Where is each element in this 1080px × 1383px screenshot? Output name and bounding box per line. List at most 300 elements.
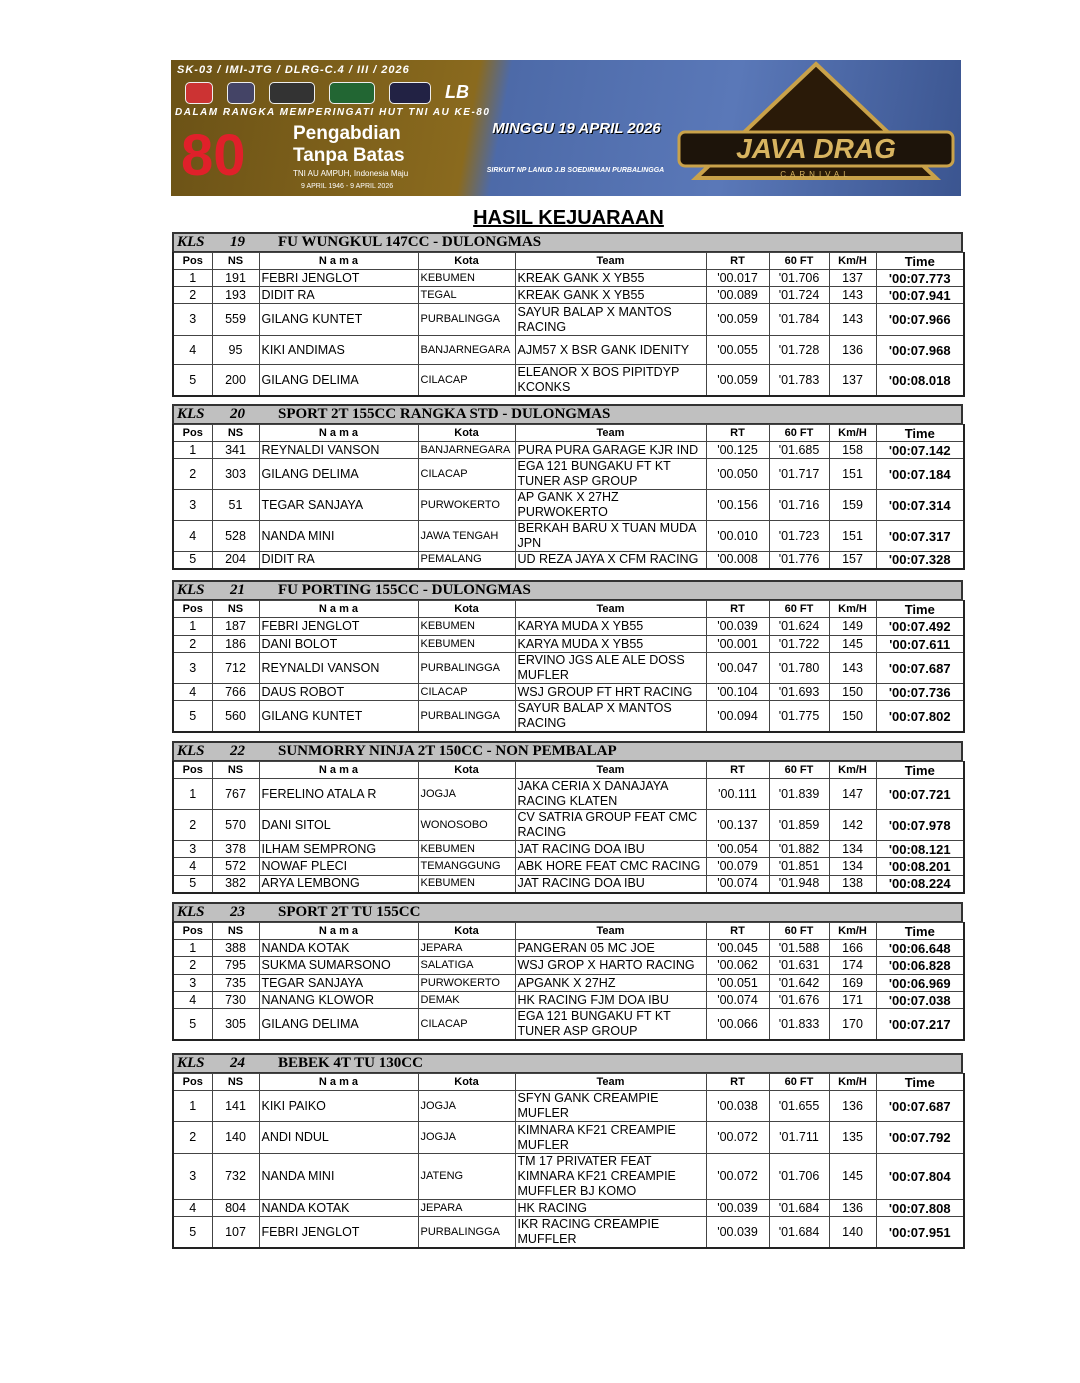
cell-60ft: '01.716 (769, 490, 829, 521)
cell-pos: 2 (173, 636, 212, 653)
cell-speed: 151 (829, 521, 876, 552)
results-table (172, 600, 965, 733)
column-header-team: Team (515, 425, 706, 442)
class-results-22 (172, 741, 963, 894)
cell-city: PURBALINGGA (418, 1217, 515, 1249)
table-row (173, 992, 964, 1009)
cell-time: '00:07.038 (876, 992, 964, 1009)
cell-time: '00:08.121 (876, 841, 964, 858)
column-header-pos: Pos (173, 1074, 212, 1091)
cell-pos: 2 (173, 459, 212, 490)
cell-rt: '00.156 (706, 490, 769, 521)
column-header-name: N a m a (259, 762, 418, 779)
class-header (172, 1053, 963, 1073)
cell-speed: 143 (829, 304, 876, 336)
cell-speed: 145 (829, 636, 876, 653)
table-row (173, 975, 964, 992)
sponsor-logo-icon: LB (445, 82, 469, 102)
cell-ns: 795 (212, 957, 259, 975)
cell-60ft: '01.706 (769, 270, 829, 287)
cell-rt: '00.072 (706, 1122, 769, 1154)
class-header (172, 404, 963, 424)
cell-rt: '00.051 (706, 975, 769, 992)
sponsor-logo-icon (389, 82, 431, 104)
cell-speed: 150 (829, 701, 876, 733)
column-header-60ft: 60 FT (769, 923, 829, 940)
cell-team: WSJ GROUP FT HRT RACING (515, 684, 706, 701)
class-number: 20 (230, 406, 245, 422)
cell-team: HK RACING (515, 1200, 706, 1217)
cell-city: JOGJA (418, 779, 515, 810)
class-header (172, 580, 963, 600)
cell-team: AP GANK X 27HZ PURWOKERTO (515, 490, 706, 521)
cell-city: PURBALINGGA (418, 653, 515, 684)
cell-speed: 136 (829, 1091, 876, 1122)
column-header-time: Time (876, 253, 964, 270)
cell-rt: '00.125 (706, 442, 769, 459)
cell-pos: 3 (173, 490, 212, 521)
table-row (173, 1154, 964, 1200)
cell-60ft: '01.655 (769, 1091, 829, 1122)
cell-60ft: '01.676 (769, 992, 829, 1009)
table-row (173, 684, 964, 701)
cell-speed: 151 (829, 459, 876, 490)
column-header-rt: RT (706, 923, 769, 940)
cell-rt: '00.038 (706, 1091, 769, 1122)
column-header-rt: RT (706, 425, 769, 442)
table-row (173, 1122, 964, 1154)
cell-city: TEGAL (418, 287, 515, 304)
table-row (173, 1217, 964, 1249)
table-row (173, 552, 964, 569)
cell-pos: 3 (173, 1154, 212, 1200)
column-header-team: Team (515, 1074, 706, 1091)
class-results-23 (172, 902, 963, 1041)
cell-team: AJM57 X BSR GANK IDENITY (515, 336, 706, 365)
cell-speed: 142 (829, 810, 876, 841)
class-label: KLS (177, 234, 205, 250)
cell-ns: 187 (212, 618, 259, 636)
cell-time: '00:07.941 (876, 287, 964, 304)
cell-name: DAUS ROBOT (259, 684, 418, 701)
cell-pos: 3 (173, 841, 212, 858)
cell-pos: 4 (173, 1200, 212, 1217)
table-row (173, 304, 964, 336)
column-header-time: Time (876, 601, 964, 618)
cell-name: TEGAR SANJAYA (259, 975, 418, 992)
cell-ns: 735 (212, 975, 259, 992)
table-row (173, 876, 964, 893)
cell-name: KIKI ANDIMAS (259, 336, 418, 365)
cell-60ft: '01.717 (769, 459, 829, 490)
cell-ns: 305 (212, 1009, 259, 1041)
column-header-time: Time (876, 923, 964, 940)
column-header-pos: Pos (173, 253, 212, 270)
cell-speed: 135 (829, 1122, 876, 1154)
cell-pos: 4 (173, 521, 212, 552)
column-header-city: Kota (418, 762, 515, 779)
cell-speed: 147 (829, 779, 876, 810)
cell-city: CILACAP (418, 1009, 515, 1041)
cell-name: ANDI NDUL (259, 1122, 418, 1154)
cell-team: SAYUR BALAP X MANTOS RACING (515, 304, 706, 336)
sponsor-logo-icon (227, 82, 255, 104)
cell-city: DEMAK (418, 992, 515, 1009)
event-venue: SIRKUIT NP LANUD J.B SOEDIRMAN PURBALINGGA (486, 167, 665, 174)
cell-time: '00:07.968 (876, 336, 964, 365)
column-header-ns: NS (212, 425, 259, 442)
cell-60ft: '01.722 (769, 636, 829, 653)
class-name: SUNMORRY NINJA 2T 150CC - NON PEMBALAP (278, 743, 617, 759)
cell-city: JATENG (418, 1154, 515, 1200)
cell-pos: 4 (173, 992, 212, 1009)
cell-pos: 5 (173, 1217, 212, 1249)
cell-time: '00:07.184 (876, 459, 964, 490)
cell-name: NANDA MINI (259, 521, 418, 552)
cell-ns: 140 (212, 1122, 259, 1154)
anniversary-dates: 9 APRIL 1946 - 9 APRIL 2026 (301, 183, 394, 190)
cell-pos: 3 (173, 304, 212, 336)
column-header-time: Time (876, 762, 964, 779)
cell-60ft: '01.724 (769, 287, 829, 304)
cell-name: REYNALDI VANSON (259, 442, 418, 459)
cell-ns: 766 (212, 684, 259, 701)
cell-name: DANI BOLOT (259, 636, 418, 653)
column-header-city: Kota (418, 1074, 515, 1091)
cell-city: JOGJA (418, 1122, 515, 1154)
column-header-team: Team (515, 762, 706, 779)
cell-time: '00:07.966 (876, 304, 964, 336)
cell-time: '00:07.142 (876, 442, 964, 459)
cell-60ft: '01.775 (769, 701, 829, 733)
cell-team: APGANK X 27HZ (515, 975, 706, 992)
cell-rt: '00.008 (706, 552, 769, 569)
cell-name: GILANG DELIMA (259, 459, 418, 490)
cell-rt: '00.045 (706, 940, 769, 957)
table-row (173, 270, 964, 287)
table-row (173, 490, 964, 521)
cell-60ft: '01.728 (769, 336, 829, 365)
column-header-60ft: 60 FT (769, 425, 829, 442)
column-header-60ft: 60 FT (769, 601, 829, 618)
cell-name: DANI SITOL (259, 810, 418, 841)
cell-city: TEMANGGUNG (418, 858, 515, 876)
cell-pos: 1 (173, 618, 212, 636)
cell-name: FEBRI JENGLOT (259, 270, 418, 287)
cell-city: JOGJA (418, 1091, 515, 1122)
logo-sub-text: CARNIVAL (780, 170, 852, 179)
class-number: 21 (230, 582, 245, 598)
column-header-team: Team (515, 923, 706, 940)
cell-time: '00:07.736 (876, 684, 964, 701)
column-header-team: Team (515, 253, 706, 270)
cell-ns: 388 (212, 940, 259, 957)
cell-pos: 5 (173, 876, 212, 893)
cell-speed: 134 (829, 841, 876, 858)
cell-speed: 137 (829, 270, 876, 287)
cell-speed: 158 (829, 442, 876, 459)
results-table (172, 252, 965, 397)
cell-rt: '00.017 (706, 270, 769, 287)
cell-team: KIMNARA KF21 CREAMPIE MUFLER (515, 1122, 706, 1154)
cell-team: CV SATRIA GROUP FEAT CMC RACING (515, 810, 706, 841)
cell-ns: 141 (212, 1091, 259, 1122)
class-header (172, 232, 963, 252)
cell-time: '00:08.224 (876, 876, 964, 893)
column-header-name: N a m a (259, 601, 418, 618)
cell-city: BANJARNEGARA (418, 336, 515, 365)
table-row (173, 858, 964, 876)
cell-60ft: '01.685 (769, 442, 829, 459)
cell-60ft: '01.776 (769, 552, 829, 569)
column-header-rt: RT (706, 1074, 769, 1091)
cell-city: PURBALINGGA (418, 701, 515, 733)
cell-city: PURBALINGGA (418, 304, 515, 336)
cell-rt: '00.094 (706, 701, 769, 733)
cell-name: FEBRI JENGLOT (259, 1217, 418, 1249)
cell-pos: 1 (173, 442, 212, 459)
cell-city: BANJARNEGARA (418, 442, 515, 459)
cell-pos: 3 (173, 653, 212, 684)
cell-time: '00:07.492 (876, 618, 964, 636)
cell-name: NANDA MINI (259, 1154, 418, 1200)
cell-speed: 157 (829, 552, 876, 569)
cell-name: TEGAR SANJAYA (259, 490, 418, 521)
cell-pos: 5 (173, 701, 212, 733)
cell-speed: 159 (829, 490, 876, 521)
column-header-ns: NS (212, 923, 259, 940)
cell-city: JAWA TENGAH (418, 521, 515, 552)
table-row (173, 365, 964, 397)
cell-team: PANGERAN 05 MC JOE (515, 940, 706, 957)
cell-60ft: '01.833 (769, 1009, 829, 1041)
cell-ns: 378 (212, 841, 259, 858)
cell-team: JAT RACING DOA IBU (515, 876, 706, 893)
cell-60ft: '01.684 (769, 1200, 829, 1217)
column-header-ns: NS (212, 601, 259, 618)
cell-ns: 200 (212, 365, 259, 397)
cell-pos: 2 (173, 810, 212, 841)
slogan-sub: TNI AU AMPUH, Indonesia Maju (293, 169, 409, 178)
column-header-city: Kota (418, 601, 515, 618)
class-label: KLS (177, 406, 205, 422)
cell-team: HK RACING FJM DOA IBU (515, 992, 706, 1009)
column-header-row (173, 1074, 964, 1091)
cell-team: ERVINO JGS ALE ALE DOSS MUFLER (515, 653, 706, 684)
cell-city: KEBUMEN (418, 876, 515, 893)
cell-team: ELEANOR X BOS PIPITDYP KCONKS (515, 365, 706, 397)
cell-city: CILACAP (418, 365, 515, 397)
column-header-rt: RT (706, 253, 769, 270)
cell-ns: 712 (212, 653, 259, 684)
class-number: 23 (230, 904, 245, 920)
cell-rt: '00.010 (706, 521, 769, 552)
logo-text: JAVA DRAG (736, 133, 896, 164)
cell-ns: 191 (212, 270, 259, 287)
cell-team: BERKAH BARU X TUAN MUDA JPN (515, 521, 706, 552)
cell-name: GILANG DELIMA (259, 365, 418, 397)
column-header-team: Team (515, 601, 706, 618)
column-header-ns: NS (212, 1074, 259, 1091)
class-label: KLS (177, 1055, 205, 1071)
column-header-name: N a m a (259, 425, 418, 442)
cell-time: '00:08.018 (876, 365, 964, 397)
column-header-row (173, 762, 964, 779)
cell-rt: '00.047 (706, 653, 769, 684)
cell-name: ILHAM SEMPRONG (259, 841, 418, 858)
column-header-speed: Km/H (829, 425, 876, 442)
class-label: KLS (177, 582, 205, 598)
cell-team: JAKA CERIA X DANAJAYA RACING KLATEN (515, 779, 706, 810)
column-header-name: N a m a (259, 1074, 418, 1091)
results-table (172, 424, 965, 570)
cell-speed: 137 (829, 365, 876, 397)
column-header-city: Kota (418, 425, 515, 442)
column-header-row (173, 601, 964, 618)
table-row (173, 618, 964, 636)
cell-60ft: '01.631 (769, 957, 829, 975)
permit-number: SK-03 / IMI-JTG / DLRG-C.4 / III / 2026 (177, 64, 410, 76)
page-title: HASIL KEJUARAAN (473, 207, 664, 229)
table-row (173, 459, 964, 490)
cell-city: KEBUMEN (418, 841, 515, 858)
cell-pos: 4 (173, 336, 212, 365)
cell-pos: 3 (173, 975, 212, 992)
anniversary-number: 80 (181, 123, 246, 188)
cell-60ft: '01.784 (769, 304, 829, 336)
cell-city: JEPARA (418, 1200, 515, 1217)
cell-team: IKR RACING CREAMPIE MUFFLER (515, 1217, 706, 1249)
cell-60ft: '01.839 (769, 779, 829, 810)
cell-ns: 570 (212, 810, 259, 841)
cell-time: '00:06.828 (876, 957, 964, 975)
column-header-ns: NS (212, 762, 259, 779)
cell-60ft: '01.723 (769, 521, 829, 552)
column-header-60ft: 60 FT (769, 253, 829, 270)
cell-ns: 528 (212, 521, 259, 552)
cell-speed: 143 (829, 287, 876, 304)
column-header-time: Time (876, 425, 964, 442)
cell-pos: 1 (173, 1091, 212, 1122)
cell-speed: 136 (829, 1200, 876, 1217)
results-table (172, 761, 965, 894)
cell-60ft: '01.588 (769, 940, 829, 957)
cell-ns: 95 (212, 336, 259, 365)
table-row (173, 810, 964, 841)
cell-city: WONOSOBO (418, 810, 515, 841)
column-header-city: Kota (418, 253, 515, 270)
table-row (173, 521, 964, 552)
cell-time: '00:07.328 (876, 552, 964, 569)
class-name: FU WUNGKUL 147CC - DULONGMAS (278, 234, 542, 250)
cell-ns: 204 (212, 552, 259, 569)
column-header-speed: Km/H (829, 253, 876, 270)
results-table (172, 1073, 965, 1249)
column-header-60ft: 60 FT (769, 1074, 829, 1091)
cell-time: '00:07.951 (876, 1217, 964, 1249)
cell-60ft: '01.851 (769, 858, 829, 876)
cell-rt: '00.111 (706, 779, 769, 810)
cell-60ft: '01.693 (769, 684, 829, 701)
class-results-20 (172, 404, 963, 570)
cell-pos: 2 (173, 287, 212, 304)
cell-speed: 143 (829, 653, 876, 684)
cell-name: ARYA LEMBONG (259, 876, 418, 893)
column-header-pos: Pos (173, 425, 212, 442)
column-header-row (173, 253, 964, 270)
cell-pos: 1 (173, 270, 212, 287)
cell-city: CILACAP (418, 459, 515, 490)
cell-speed: 150 (829, 684, 876, 701)
cell-rt: '00.079 (706, 858, 769, 876)
cell-rt: '00.072 (706, 1154, 769, 1200)
cell-pos: 2 (173, 1122, 212, 1154)
cell-team: WSJ GROP X HARTO RACING (515, 957, 706, 975)
cell-team: ABK HORE FEAT CMC RACING (515, 858, 706, 876)
cell-60ft: '01.642 (769, 975, 829, 992)
column-header-pos: Pos (173, 601, 212, 618)
cell-pos: 2 (173, 957, 212, 975)
cell-rt: '00.039 (706, 1217, 769, 1249)
cell-rt: '00.074 (706, 876, 769, 893)
cell-rt: '00.055 (706, 336, 769, 365)
cell-rt: '00.066 (706, 1009, 769, 1041)
cell-name: GILANG KUNTET (259, 701, 418, 733)
cell-time: '00:08.201 (876, 858, 964, 876)
cell-60ft: '01.948 (769, 876, 829, 893)
class-name: SPORT 2T TU 155CC (278, 904, 421, 920)
cell-name: NANDA KOTAK (259, 940, 418, 957)
cell-pos: 4 (173, 858, 212, 876)
cell-ns: 572 (212, 858, 259, 876)
class-name: FU PORTING 155CC - DULONGMAS (278, 582, 531, 598)
cell-rt: '00.050 (706, 459, 769, 490)
cell-ns: 193 (212, 287, 259, 304)
cell-time: '00:06.969 (876, 975, 964, 992)
sponsor-logos (185, 82, 471, 104)
class-label: KLS (177, 904, 205, 920)
table-row (173, 701, 964, 733)
column-header-rt: RT (706, 601, 769, 618)
column-header-pos: Pos (173, 762, 212, 779)
cell-60ft: '01.706 (769, 1154, 829, 1200)
table-row (173, 1091, 964, 1122)
cell-rt: '00.054 (706, 841, 769, 858)
event-banner (171, 60, 961, 196)
class-label: KLS (177, 743, 205, 759)
event-date: MINGGU 19 APRIL 2026 (492, 120, 661, 137)
cell-rt: '00.059 (706, 365, 769, 397)
cell-name: GILANG DELIMA (259, 1009, 418, 1041)
cell-rt: '00.137 (706, 810, 769, 841)
column-header-speed: Km/H (829, 601, 876, 618)
cell-60ft: '01.624 (769, 618, 829, 636)
class-number: 19 (230, 234, 245, 250)
cell-pos: 1 (173, 779, 212, 810)
cell-60ft: '01.859 (769, 810, 829, 841)
cell-ns: 382 (212, 876, 259, 893)
sponsor-logo-icon (269, 82, 315, 104)
cell-ns: 559 (212, 304, 259, 336)
cell-city: PEMALANG (418, 552, 515, 569)
table-row (173, 957, 964, 975)
cell-speed: 145 (829, 1154, 876, 1200)
cell-team: EGA 121 BUNGAKU FT KT TUNER ASP GROUP (515, 1009, 706, 1041)
cell-name: KIKI PAIKO (259, 1091, 418, 1122)
cell-team: KARYA MUDA X YB55 (515, 636, 706, 653)
class-results-24 (172, 1053, 963, 1249)
cell-team: EGA 121 BUNGAKU FT KT TUNER ASP GROUP (515, 459, 706, 490)
